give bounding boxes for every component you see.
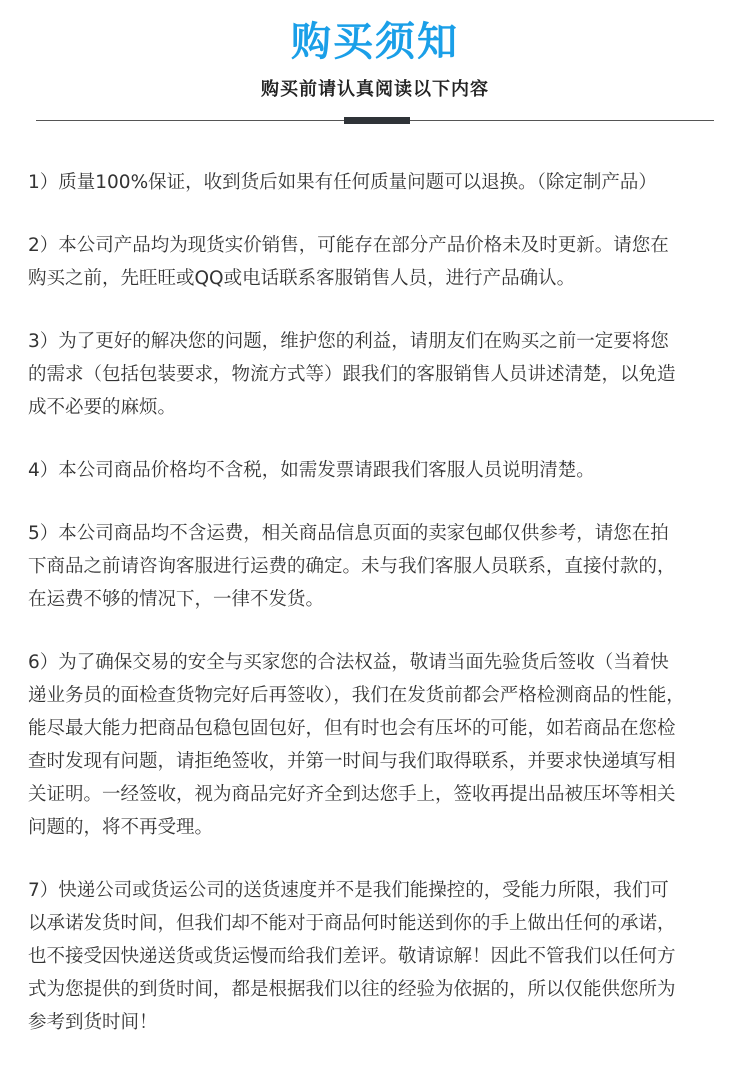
- notice-item-4: 4）本公司商品价格均不含税，如需发票请跟我们客服人员说明清楚。: [28, 460, 595, 481]
- notice-item-7: 7）快递公司或货运公司的送货速度并不是我们能操控的，受能力所限，我们可 以承诺发货时间，但我们却不能对于商品何时能送到你的手上做出任何的承诺， 也不接受因快递送货或货运慢而给我们差评。敬请谅解！因此不管我们以任何方 式为您提供的到货时间，都是根据我们以往的经验为依据的，所以仅能供您所为 参考到货时间！: [28, 880, 676, 1033]
- notice-item-6: 6）为了确保交易的安全与买家您的合法权益，敬请当面先验货后签收（当着快 递业务员的面检查货物完好后再签收），我们在发货前都会严格检测商品的性能， 能尽最大能力把商品包稳包固包好，但有时也会有压坏的可能，如若商品在您检 查时发现有问题，请拒绝签收，并第一时间与我们取得联系，并要求快递填写相 关证明。一经签收，视为商品完好齐全到达您手上，签收再提出品被压坏等相关 问题的，将不再受理。: [28, 652, 685, 838]
- notice-item-2: 2）本公司产品均为现货实价销售，可能存在部分产品价格未及时更新。请您在 购买之前，先旺旺或QQ或电话联系客服销售人员，进行产品确认。: [28, 235, 669, 289]
- divider-accent-bar: [344, 117, 410, 124]
- page-title: 购买须知: [291, 19, 459, 65]
- notice-item-1: 1）质量100%保证，收到货后如果有任何质量问题可以退换。（除定制产品）: [28, 172, 657, 193]
- page-subtitle: 购买前请认真阅读以下内容: [261, 79, 489, 100]
- notice-item-3: 3）为了更好的解决您的问题，维护您的利益，请朋友们在购买之前一定要将您 的需求（包括包装要求，物流方式等）跟我们的客服销售人员讲述清楚，以免造 成不必要的麻烦。: [28, 331, 676, 418]
- notice-item-5: 5）本公司商品均不含运费，相关商品信息页面的卖家包邮仅供参考，请您在拍 下商品之前请咨询客服进行运费的确定。未与我们客服人员联系，直接付款的， 在运费不够的情况下，一律不发货。: [28, 523, 676, 610]
- notice-list: [28, 166, 728, 1069]
